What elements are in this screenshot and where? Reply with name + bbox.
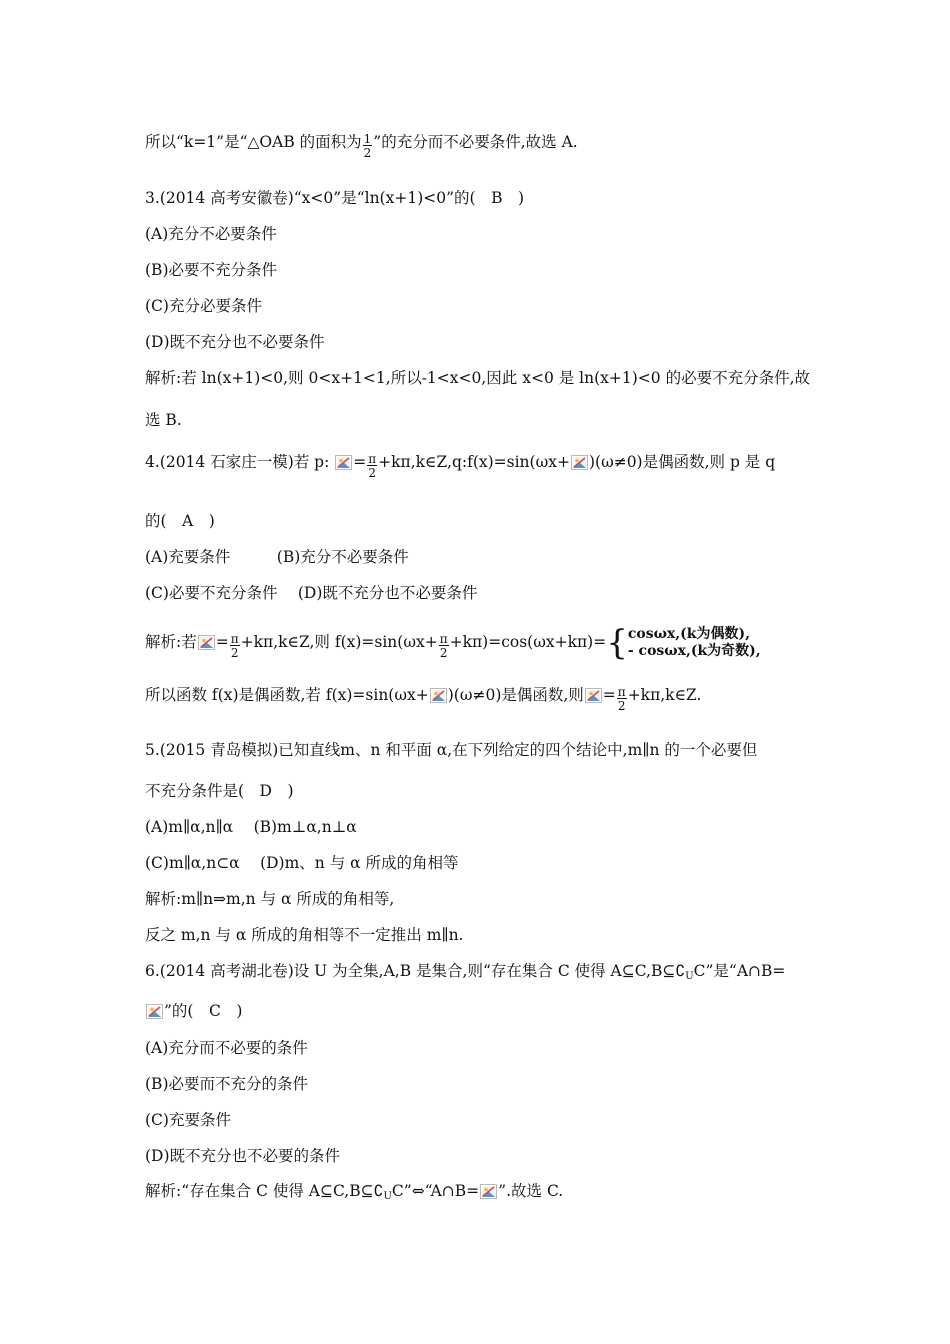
piecewise-brace: { — [606, 623, 628, 663]
q5-options-cd: (C)m∥α,n⊂α (D)m、n 与 α 所成的角相等 — [145, 854, 459, 872]
broken-image-icon — [146, 1004, 163, 1019]
broken-image-icon — [198, 635, 215, 650]
q6-stem-line2: ”的( C ) — [145, 1001, 242, 1021]
fraction-pi-over-2: $\frac{\pi}{2}$ — [230, 632, 239, 660]
q4-solution-line1: 解析:若 = $\frac{\pi}{2}$ +kπ,k∈Z,则 f(x)=sin(ωx+ $\frac{\pi}{2}$ +kπ)=cos(ωx+kπ)={ cosωx,(k为偶数), - cosωx,(k为奇数), — [145, 623, 761, 663]
q4-options-cd: (C)必要不充分条件 (D)既不充分也不必要条件 — [145, 584, 478, 602]
fraction-pi-over-2: $\frac{\pi}{2}$ — [368, 452, 377, 480]
q3-solution-line1: 解析:若 ln(x+1)<0,则 0<x+1<1,所以-1<x<0,因此 x<0 是 ln(x+1)<0 的必要不充分条件,故 — [145, 369, 810, 387]
broken-image-icon — [430, 688, 447, 703]
q5-solution-line1: 解析:m∥n⇒m,n 与 α 所成的角相等, — [145, 890, 395, 908]
broken-image-icon — [585, 688, 602, 703]
q4-solution-line2: 所以函数 f(x)是偶函数,若 f(x)=sin(ωx+ )(ω≠0)是偶函数,则 = $\frac{\pi}{2}$ +kπ,k∈Z. — [145, 685, 702, 713]
q4-stem-line1: 4.(2014 石家庄一模)若 p: = $\frac{\pi}{2}$ +kπ,k∈Z,q:f(x)=sin(ωx+ )(ω≠0)是偶函数,则 p 是 q — [145, 452, 776, 480]
q5-solution-line2: 反之 m,n 与 α 所成的角相等不一定推出 m∥n. — [145, 926, 464, 944]
fraction-pi-over-2: $\frac{\pi}{2}$ — [439, 632, 448, 660]
piecewise-cases: cosωx,(k为偶数), - cosωx,(k为奇数), — [627, 626, 761, 659]
broken-image-icon — [571, 455, 588, 470]
q3-option-c: (C)充分必要条件 — [145, 297, 262, 315]
q3-option-d: (D)既不充分也不必要条件 — [145, 333, 325, 351]
q6-option-b: (B)必要而不充分的条件 — [145, 1075, 308, 1093]
conclusion-line — [145, 132, 578, 159]
q6-solution: 解析:“存在集合 C 使得 $A⊆C,B⊆∁_UC”\Leftrightarrow“A\cap B=$ ”.故选 C. — [145, 1182, 564, 1202]
q4-options-ab: (A)充要条件 (B)充分不必要条件 — [145, 548, 409, 566]
broken-image-icon — [335, 455, 352, 470]
q6-option-a: (A)充分而不必要的条件 — [145, 1039, 308, 1057]
q3-option-b: (B)必要不充分条件 — [145, 261, 277, 279]
q5-options-ab: (A)m∥α,n∥α (B)m⊥α,n⊥α — [145, 818, 357, 836]
conclusion-text-post: ”的充分而不必要条件,故选 A. — [373, 133, 578, 151]
q6-stem-line1: 6.(2014 高考湖北卷)设 U 为全集,A,B 是集合,则“存在集合 C 使得 $A⊆C,B⊆∁_UC$”是“A∩B= — [145, 962, 786, 982]
q5-stem-line2: 不充分条件是( D ) — [145, 782, 294, 800]
q3-solution-line2: 选 B. — [145, 411, 182, 429]
broken-image-icon — [480, 1184, 497, 1199]
q6-option-d: (D)既不充分也不必要的条件 — [145, 1147, 341, 1165]
q6-option-c: (C)充要条件 — [145, 1111, 231, 1129]
q4-stem-line2: 的( A ) — [145, 512, 215, 530]
q3-option-a: (A)充分不必要条件 — [145, 225, 277, 243]
fraction-one-half: $\frac{1}{2}$ — [363, 132, 372, 160]
fraction-pi-over-2: $\frac{\pi}{2}$ — [617, 685, 626, 713]
q3-stem: 3.(2014 高考安徽卷)“x<0”是“ln(x+1)<0”的( B ) — [145, 189, 525, 207]
conclusion-text-pre: 所以“k=1”是“△OAB 的面积为 — [145, 133, 362, 151]
q5-stem-line1: 5.(2015 青岛模拟)已知直线m、n 和平面 α,在下列给定的四个结论中,m∥n 的一个必要但 — [145, 741, 758, 759]
